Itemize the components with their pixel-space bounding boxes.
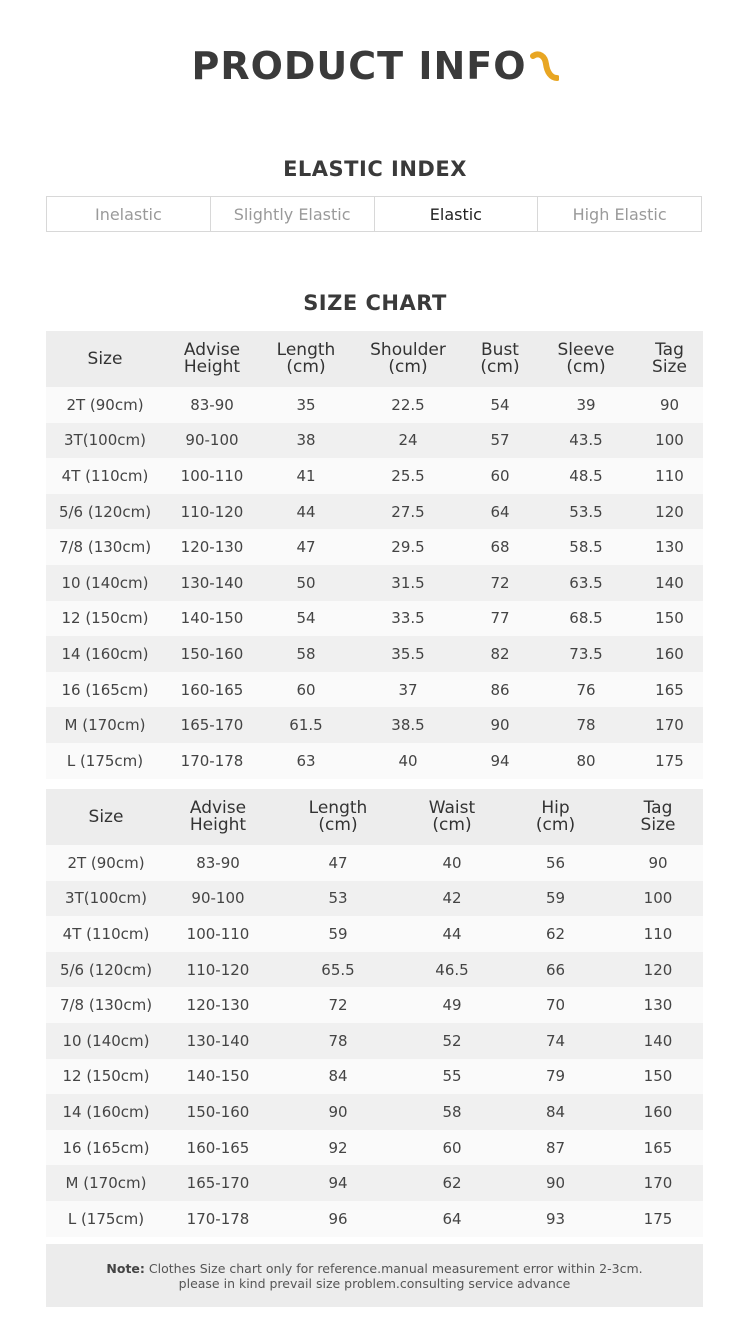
column-header-text: (cm): [286, 357, 326, 377]
table-cell: 14 (160cm): [46, 636, 164, 672]
table-row: [46, 845, 703, 881]
table-cell: 38.5: [352, 707, 464, 743]
table-cell: 33.5: [352, 601, 464, 637]
table-cell: 12 (150cm): [46, 601, 164, 637]
table-row: [46, 1023, 703, 1059]
column-header: [270, 789, 406, 845]
table-cell: 2T (90cm): [46, 387, 164, 423]
table-cell: 40: [352, 743, 464, 779]
column-header: [46, 789, 166, 845]
elastic-option-slightly-elastic: Slightly Elastic: [211, 197, 375, 231]
table-cell: 60: [260, 672, 352, 708]
table-cell: M (170cm): [46, 707, 164, 743]
column-header-text: Size: [87, 348, 123, 369]
table-cell: 62: [498, 916, 613, 952]
table-cell: 92: [270, 1130, 406, 1166]
table-row: [46, 987, 703, 1023]
table-cell: 120-130: [164, 529, 260, 565]
table-cell: 82: [464, 636, 536, 672]
table-cell: 63: [260, 743, 352, 779]
table-cell: 68: [464, 529, 536, 565]
table-cell: 160: [613, 1094, 703, 1130]
table-cell: 47: [270, 845, 406, 881]
column-header-text: Tag: [655, 340, 684, 360]
table-cell: 130: [613, 987, 703, 1023]
table-cell: 170: [636, 707, 703, 743]
table-cell: 150-160: [166, 1094, 270, 1130]
elastic-option-high-elastic: High Elastic: [572, 204, 667, 224]
table-cell: 150: [613, 1059, 703, 1095]
table-row: [46, 707, 703, 743]
table-cell: 44: [260, 494, 352, 530]
table-cell: 84: [270, 1059, 406, 1095]
table-row: [46, 1059, 703, 1095]
note-line-2: please in kind prevail size problem.consulting service advance: [178, 1275, 571, 1291]
table-cell: 61.5: [260, 707, 352, 743]
table-cell: 27.5: [352, 494, 464, 530]
table-cell: 120: [636, 494, 703, 530]
table-row: [46, 529, 703, 565]
table-cell: 31.5: [352, 565, 464, 601]
table-row: [46, 636, 703, 672]
table-cell: 58: [406, 1094, 498, 1130]
table-cell: 16 (165cm): [46, 1130, 166, 1166]
table-row: [46, 1130, 703, 1166]
table-cell: 78: [536, 707, 636, 743]
table-cell: 58.5: [536, 529, 636, 565]
table-cell: 66: [498, 952, 613, 988]
table-cell: 14 (160cm): [46, 1094, 166, 1130]
table-cell: 100: [636, 423, 703, 459]
table-cell: 56: [498, 845, 613, 881]
table-row: [46, 1165, 703, 1201]
table-cell: 40: [406, 845, 498, 881]
table-cell: 165: [636, 672, 703, 708]
elastic-index-bar: [46, 196, 702, 232]
column-header-text: Shoulder: [370, 340, 446, 360]
table-cell: 59: [270, 916, 406, 952]
elastic-index-heading: ELASTIC INDEX: [283, 157, 467, 181]
table-row: [46, 494, 703, 530]
table-cell: 86: [464, 672, 536, 708]
table-cell: 12 (150cm): [46, 1059, 166, 1095]
column-header: [260, 331, 352, 387]
table-row: [46, 387, 703, 423]
table-cell: L (175cm): [46, 743, 164, 779]
table-cell: 60: [464, 458, 536, 494]
size-chart-heading: SIZE CHART: [303, 291, 447, 315]
table-cell: 83-90: [166, 845, 270, 881]
table-cell: 70: [498, 987, 613, 1023]
table-cell: 90-100: [164, 423, 260, 459]
table-row: [46, 672, 703, 708]
table-row: [46, 1094, 703, 1130]
column-header-text: Height: [189, 815, 247, 835]
column-header-text: (cm): [566, 357, 606, 377]
table-cell: 64: [406, 1201, 498, 1237]
table-cell: 46.5: [406, 952, 498, 988]
column-header-text: (cm): [432, 815, 472, 835]
table-cell: 50: [260, 565, 352, 601]
table-cell: 160-165: [166, 1130, 270, 1166]
column-header-text: Bust: [481, 340, 519, 360]
column-header-text: Size: [652, 357, 687, 377]
column-header: [536, 331, 636, 387]
table-cell: 77: [464, 601, 536, 637]
table-row: [46, 743, 703, 779]
table-header-row: [46, 331, 703, 387]
column-header-text: (cm): [318, 815, 358, 835]
table-cell: 53.5: [536, 494, 636, 530]
column-header-text: Size: [640, 815, 676, 835]
column-header: [164, 331, 260, 387]
table-cell: 2T (90cm): [46, 845, 166, 881]
table-row: [46, 1201, 703, 1237]
swoosh-icon: [529, 50, 559, 84]
table-row: [46, 916, 703, 952]
table-cell: 175: [613, 1201, 703, 1237]
table-cell: 48.5: [536, 458, 636, 494]
table-cell: L (175cm): [46, 1201, 166, 1237]
table-cell: 64: [464, 494, 536, 530]
table-cell: 29.5: [352, 529, 464, 565]
table-cell: 25.5: [352, 458, 464, 494]
table-cell: 35: [260, 387, 352, 423]
table-cell: 78: [270, 1023, 406, 1059]
column-header-text: Sleeve: [557, 340, 615, 360]
table-cell: 41: [260, 458, 352, 494]
column-header: [46, 331, 164, 387]
table-cell: 90: [498, 1165, 613, 1201]
page-header: [0, 44, 750, 88]
table-cell: 43.5: [536, 423, 636, 459]
table-cell: 100-110: [166, 916, 270, 952]
column-header-text: (cm): [480, 357, 520, 377]
table-cell: 90: [270, 1094, 406, 1130]
table-cell: 100-110: [164, 458, 260, 494]
table-row: [46, 601, 703, 637]
table-cell: 7/8 (130cm): [46, 987, 166, 1023]
column-header: [464, 331, 536, 387]
table-cell: 110-120: [166, 952, 270, 988]
column-header: [613, 789, 703, 845]
table-cell: 58: [260, 636, 352, 672]
table-cell: 80: [536, 743, 636, 779]
table-cell: 160-165: [164, 672, 260, 708]
table-cell: 87: [498, 1130, 613, 1166]
table-cell: 130-140: [166, 1023, 270, 1059]
table-cell: 165: [613, 1130, 703, 1166]
column-header-text: Tag: [643, 798, 673, 818]
table-cell: 3T(100cm): [46, 423, 164, 459]
table-cell: 4T (110cm): [46, 458, 164, 494]
table-cell: 94: [270, 1165, 406, 1201]
column-header-text: Length: [276, 340, 336, 360]
table-cell: 140-150: [164, 601, 260, 637]
table-cell: 22.5: [352, 387, 464, 423]
column-header-text: Size: [88, 806, 124, 827]
table-cell: 110: [636, 458, 703, 494]
table-cell: 165-170: [166, 1165, 270, 1201]
table-cell: 10 (140cm): [46, 1023, 166, 1059]
table-cell: 96: [270, 1201, 406, 1237]
table-cell: 10 (140cm): [46, 565, 164, 601]
table-cell: 170-178: [166, 1201, 270, 1237]
table-cell: 175: [636, 743, 703, 779]
table-cell: 150-160: [164, 636, 260, 672]
table-cell: 3T(100cm): [46, 881, 166, 917]
table-cell: 120: [613, 952, 703, 988]
table-cell: 90-100: [166, 881, 270, 917]
table-cell: 63.5: [536, 565, 636, 601]
size-note: [46, 1244, 703, 1307]
table-row: [46, 952, 703, 988]
column-header: [636, 331, 703, 387]
table-cell: 55: [406, 1059, 498, 1095]
column-header-text: Hip: [541, 798, 570, 818]
table-cell: 90: [636, 387, 703, 423]
table-cell: 39: [536, 387, 636, 423]
table-cell: 49: [406, 987, 498, 1023]
table-cell: 83-90: [164, 387, 260, 423]
table-header-row: [46, 789, 703, 845]
table-cell: 59: [498, 881, 613, 917]
table-cell: 62: [406, 1165, 498, 1201]
table-cell: 38: [260, 423, 352, 459]
table-cell: 76: [536, 672, 636, 708]
table-cell: 72: [270, 987, 406, 1023]
table-cell: 54: [260, 601, 352, 637]
table-cell: 42: [406, 881, 498, 917]
column-header-text: (cm): [388, 357, 428, 377]
table-cell: 24: [352, 423, 464, 459]
table-cell: 170: [613, 1165, 703, 1201]
column-header-text: Height: [183, 357, 241, 377]
column-header-text: Length: [308, 798, 368, 818]
table-cell: 47: [260, 529, 352, 565]
table-cell: 16 (165cm): [46, 672, 164, 708]
table-cell: 140: [636, 565, 703, 601]
table-cell: 4T (110cm): [46, 916, 166, 952]
table-row: [46, 458, 703, 494]
table-cell: 110-120: [164, 494, 260, 530]
table-cell: 165-170: [164, 707, 260, 743]
table-row: [46, 881, 703, 917]
column-header-text: Waist: [428, 798, 476, 818]
table-cell: 72: [464, 565, 536, 601]
table-cell: 5/6 (120cm): [46, 952, 166, 988]
table-cell: 94: [464, 743, 536, 779]
column-header: [406, 789, 498, 845]
table-cell: 79: [498, 1059, 613, 1095]
note-text-1: Clothes Size chart only for reference.manual measurement error within 2-3cm.: [148, 1260, 643, 1276]
table-cell: 44: [406, 916, 498, 952]
table-cell: 37: [352, 672, 464, 708]
elastic-option-inelastic: Inelastic: [47, 197, 211, 231]
elastic-option-elastic: Elastic: [375, 197, 539, 231]
table-row: [46, 423, 703, 459]
column-header: [498, 789, 613, 845]
note-label: Note:: [106, 1260, 145, 1276]
table-cell: 140: [613, 1023, 703, 1059]
table-cell: 160: [636, 636, 703, 672]
table-cell: 74: [498, 1023, 613, 1059]
table-cell: 35.5: [352, 636, 464, 672]
page-title: PRODUCT INFO: [191, 44, 527, 88]
table-cell: 150: [636, 601, 703, 637]
table-cell: 140-150: [166, 1059, 270, 1095]
column-header: [166, 789, 270, 845]
table-cell: 90: [464, 707, 536, 743]
table-cell: 5/6 (120cm): [46, 494, 164, 530]
table-cell: 120-130: [166, 987, 270, 1023]
note-line-1: [106, 1261, 642, 1276]
table-cell: 100: [613, 881, 703, 917]
table-cell: 90: [613, 845, 703, 881]
table-cell: 7/8 (130cm): [46, 529, 164, 565]
table-cell: M (170cm): [46, 1165, 166, 1201]
table-cell: 84: [498, 1094, 613, 1130]
table-cell: 130-140: [164, 565, 260, 601]
column-header-text: Advise: [189, 798, 247, 818]
table-cell: 65.5: [270, 952, 406, 988]
top-size-table: [46, 331, 703, 779]
table-cell: 60: [406, 1130, 498, 1166]
table-cell: 52: [406, 1023, 498, 1059]
column-header-text: (cm): [535, 815, 576, 835]
table-cell: 57: [464, 423, 536, 459]
column-header: [352, 331, 464, 387]
table-row: [46, 565, 703, 601]
table-cell: 93: [498, 1201, 613, 1237]
table-cell: 54: [464, 387, 536, 423]
bottom-size-table: [46, 789, 703, 1237]
table-cell: 110: [613, 916, 703, 952]
table-cell: 53: [270, 881, 406, 917]
table-cell: 170-178: [164, 743, 260, 779]
table-cell: 73.5: [536, 636, 636, 672]
column-header-text: Advise: [183, 340, 241, 360]
table-cell: 130: [636, 529, 703, 565]
table-cell: 68.5: [536, 601, 636, 637]
